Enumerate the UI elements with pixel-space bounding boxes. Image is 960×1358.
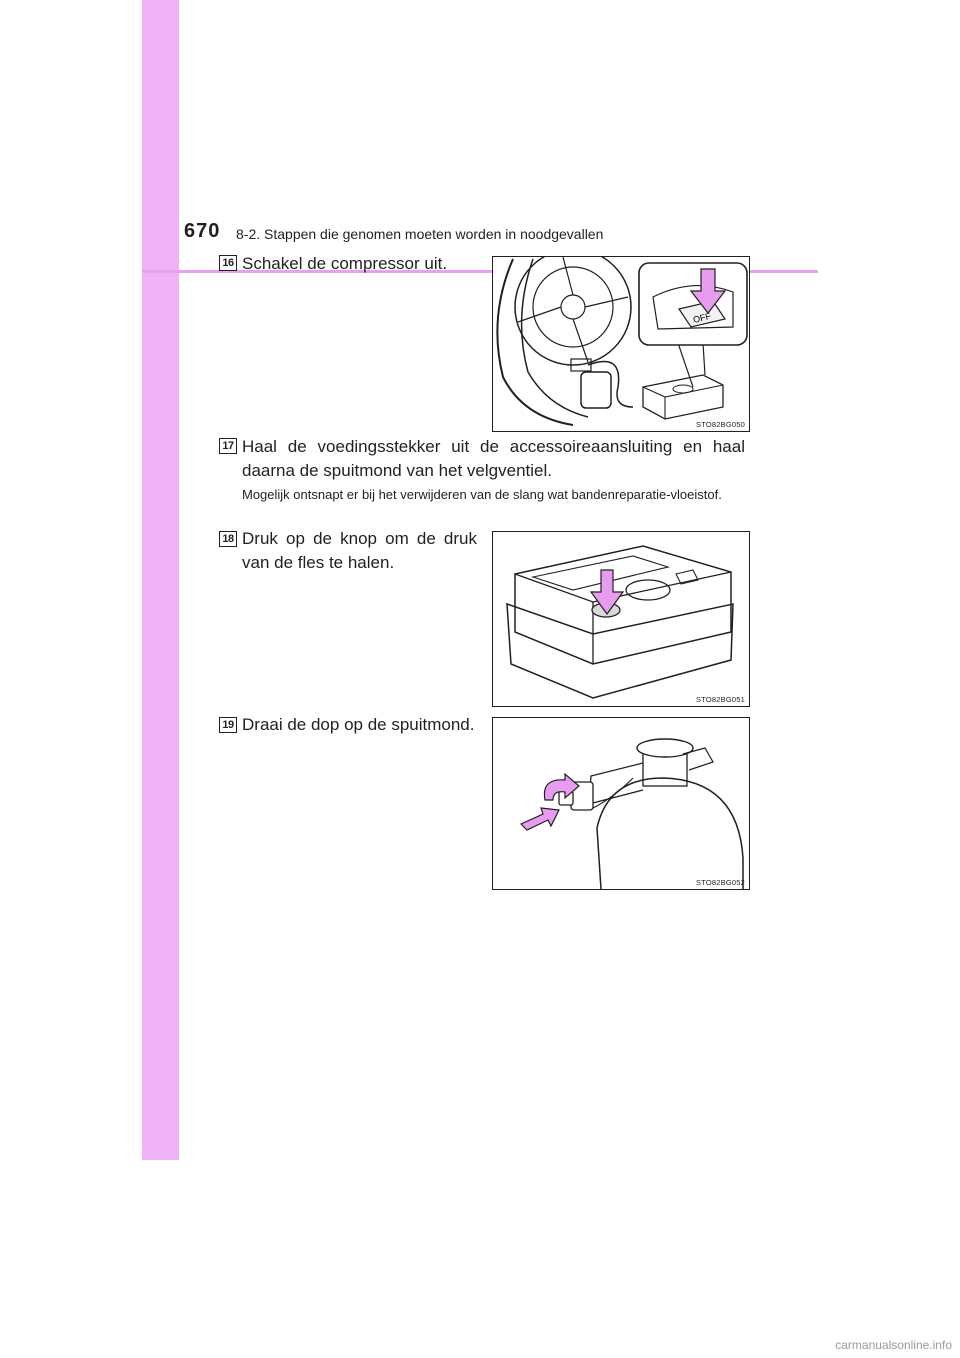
figure-code: STO82BG050: [696, 420, 745, 429]
step-number-19: 19: [219, 717, 237, 733]
compressor-off-illustration: [493, 257, 749, 431]
step-number-16: 16: [219, 255, 237, 271]
step-17-text: Haal de voedingsstekker uit de accessoireaansluiting en haal daarna de spuitmond van het velgventiel.: [242, 437, 745, 480]
step-number-18: 18: [219, 531, 237, 547]
step-19-text: Draai de dop op de spuitmond.: [242, 715, 475, 734]
chapter-side-tab: [142, 0, 179, 1160]
section-title: 8-2. Stappen die genomen moeten worden in noodgevallen: [236, 226, 604, 242]
step-16-text: Schakel de compressor uit.: [242, 254, 448, 273]
figure-cap-nozzle: [492, 717, 750, 890]
footer-watermark: carmanualsonline.info: [835, 1338, 952, 1352]
figure-compressor-off: [492, 256, 750, 432]
step-17-note: Mogelijk ontsnapt er bij het verwijderen van de slang wat bandenreparatie-vloeistof.: [242, 487, 722, 502]
step-number-17: 17: [219, 438, 237, 454]
page-number: 670: [184, 220, 221, 242]
figure-code: STO82BG051: [696, 695, 745, 704]
cap-nozzle-illustration: [493, 718, 749, 889]
figure-code: STO82BG052: [696, 878, 745, 887]
pressure-button-illustration: [493, 532, 749, 706]
figure-pressure-button: [492, 531, 750, 707]
step-18-text: Druk op de knop om de druk van de fles te halen.: [242, 529, 477, 572]
switch-off-label: OFF: [692, 310, 712, 325]
push-arrow-icon: [521, 808, 559, 830]
